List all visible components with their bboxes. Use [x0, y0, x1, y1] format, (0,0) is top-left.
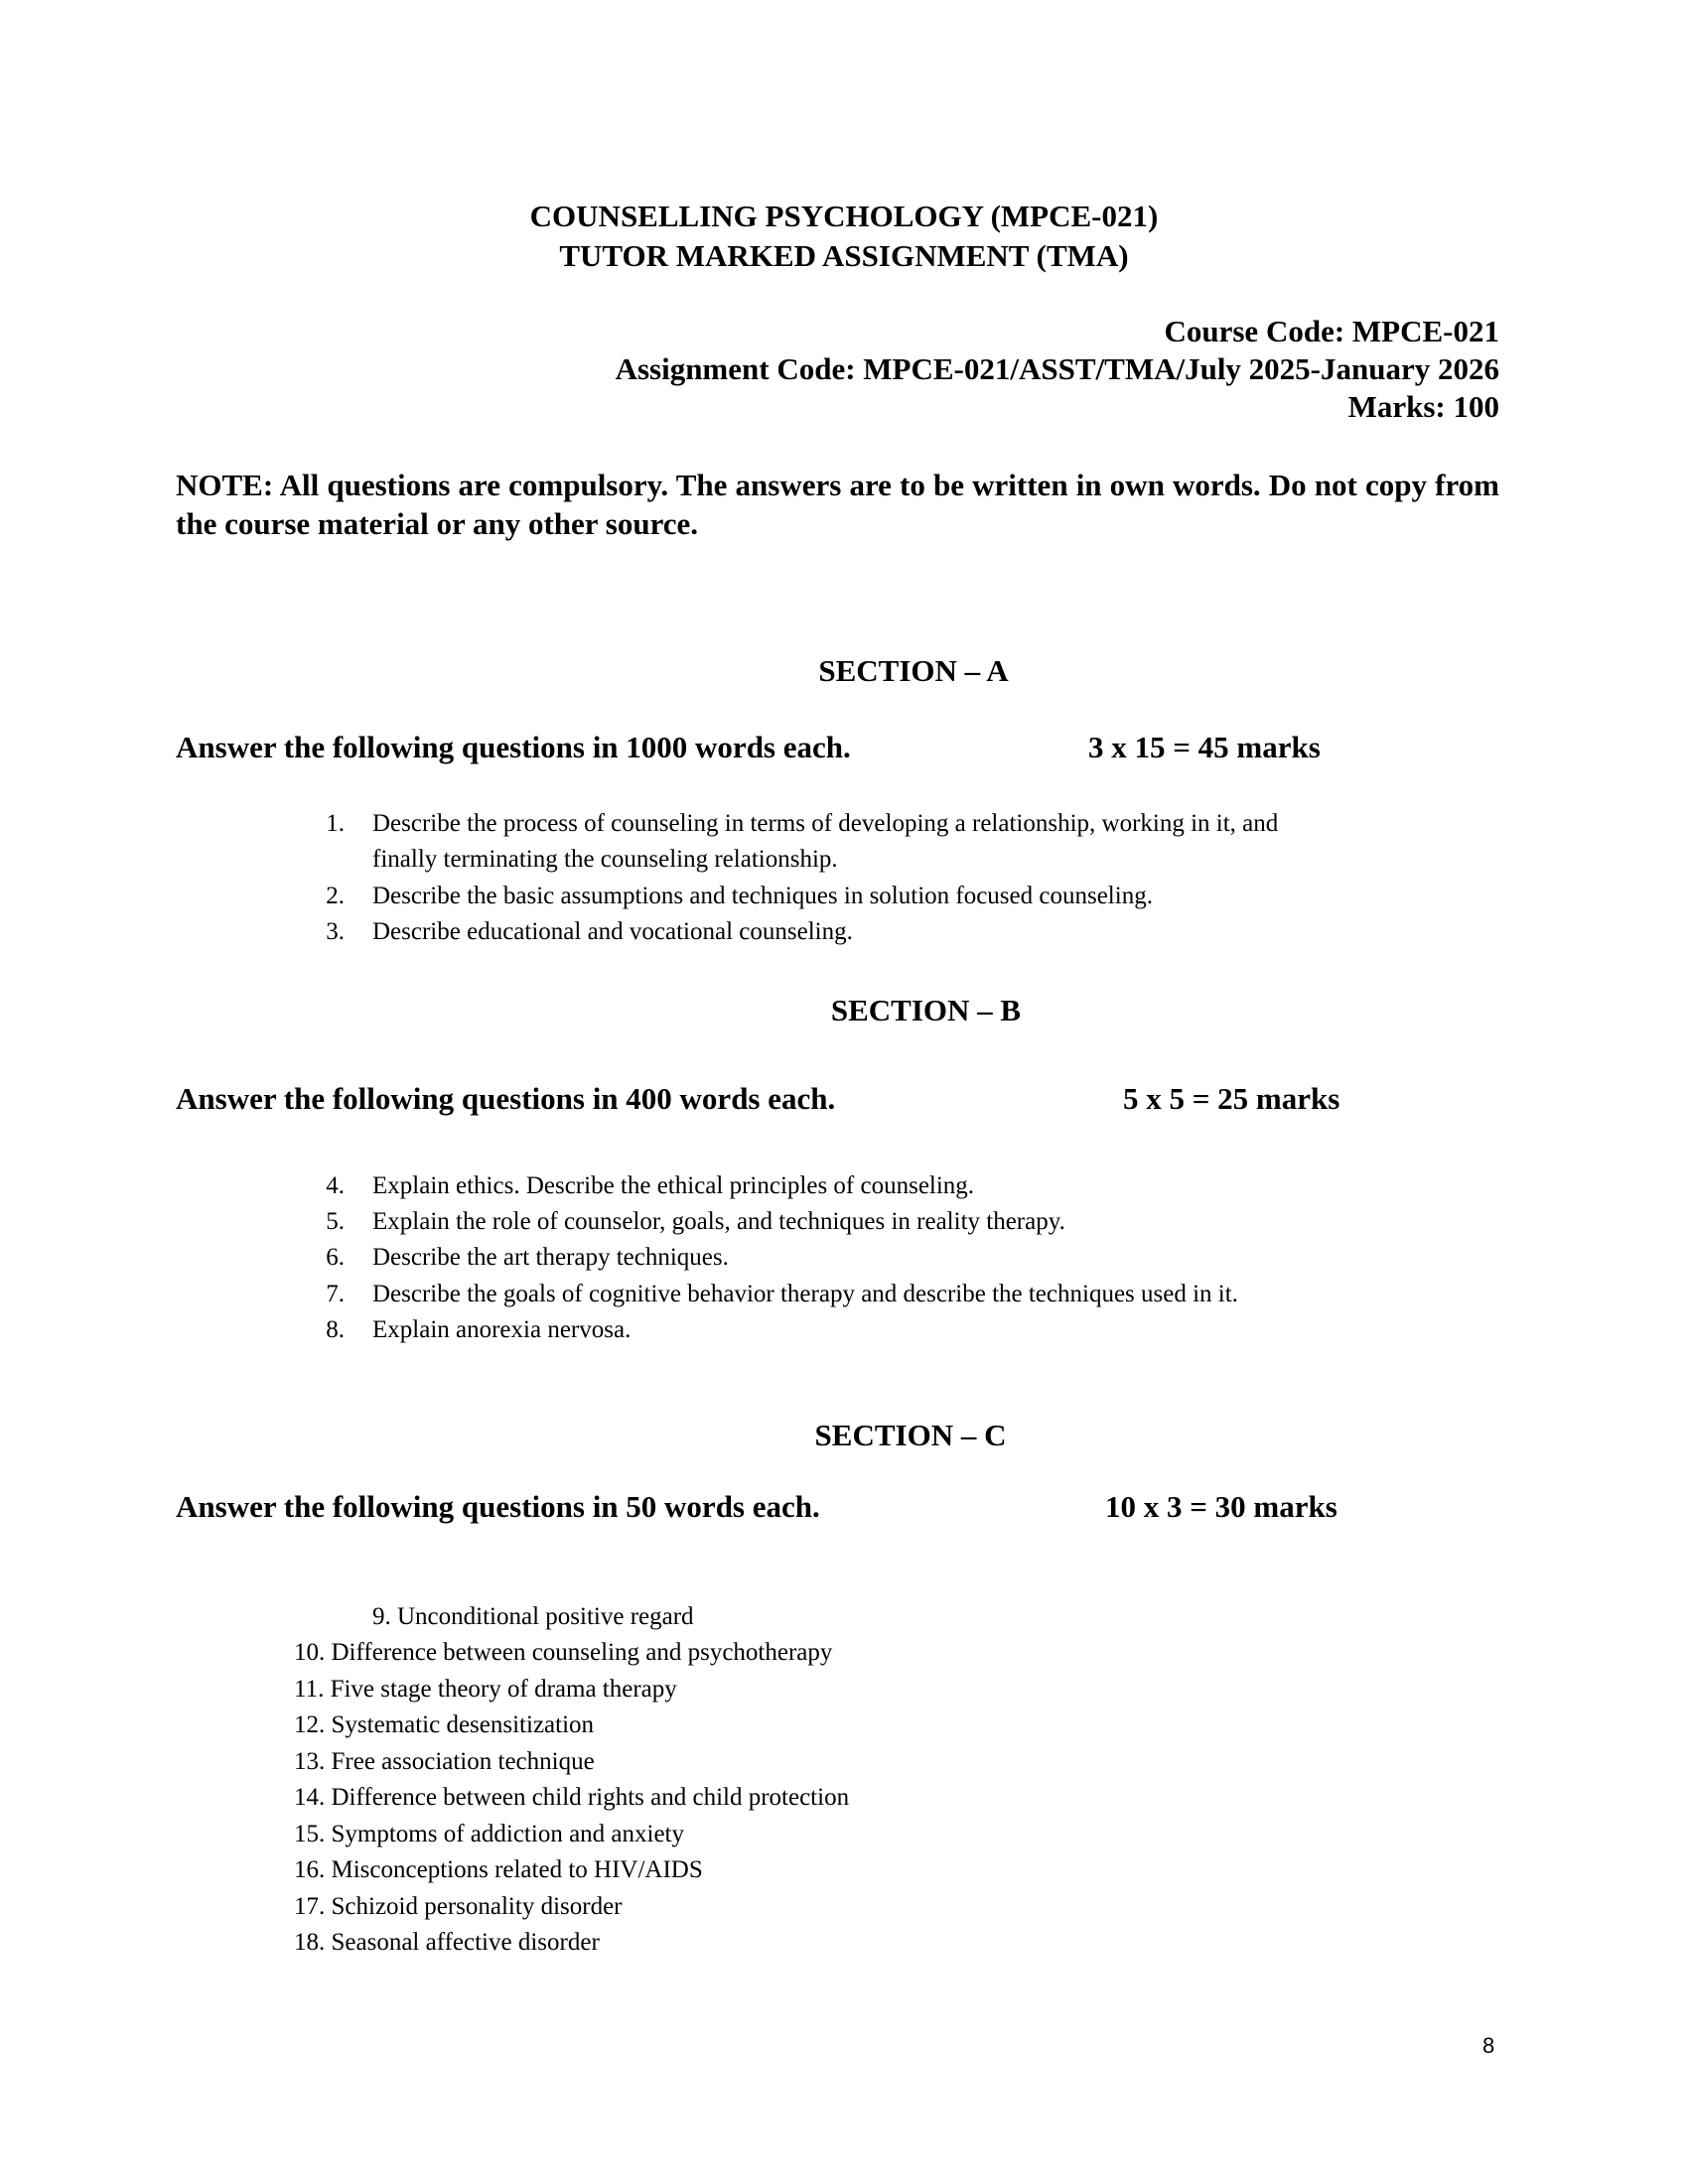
list-item: 12. Systematic desensitization — [294, 1711, 595, 1738]
question-text: Describe educational and vocational counseling. — [372, 918, 853, 945]
question-text: Explain anorexia nervosa. — [372, 1316, 632, 1343]
instructions-note: NOTE: All questions are compulsory. The answers are to be written in own words. Do not copy from the course material or any other source. — [176, 468, 1499, 541]
section-c-marks: 10 x 3 = 30 marks — [1105, 1489, 1337, 1524]
question-number: 3. — [326, 918, 345, 945]
question-text: finally terminating the counseling relationship. — [372, 846, 838, 873]
section-c-title: SECTION – C — [814, 1418, 1007, 1452]
course-code: Course Code: MPCE-021 — [1164, 314, 1499, 348]
question-text: Describe the process of counseling in terms of developing a relationship, working in it, and — [372, 810, 1279, 837]
list-item: 18. Seasonal affective disorder — [294, 1929, 600, 1956]
list-item: 14. Difference between child rights and child protection — [294, 1784, 850, 1811]
question-number: 1. — [326, 810, 345, 837]
section-a-title: SECTION – A — [818, 653, 1009, 688]
question-text: Describe the goals of cognitive behavior therapy and describe the techniques used in it. — [372, 1281, 1238, 1307]
page-number: 8 — [1482, 2033, 1495, 2058]
total-marks: Marks: 100 — [1347, 389, 1499, 424]
section-b-instruction: Answer the following questions in 400 words each. — [176, 1081, 836, 1116]
section-a-marks: 3 x 15 = 45 marks — [1088, 730, 1321, 764]
question-text: Explain ethics. Describe the ethical principles of counseling. — [372, 1172, 975, 1199]
list-item: 10. Difference between counseling and psychotherapy — [294, 1639, 833, 1666]
assignment-code: Assignment Code: MPCE-021/ASST/TMA/July 2025-January 2026 — [615, 351, 1499, 386]
question-text: Explain the role of counselor, goals, and techniques in reality therapy. — [372, 1208, 1065, 1235]
list-item: 13. Free association technique — [294, 1748, 595, 1775]
section-b-marks: 5 x 5 = 25 marks — [1123, 1081, 1340, 1116]
question-number: 7. — [326, 1281, 345, 1307]
question-number: 6. — [326, 1244, 345, 1271]
list-item: 16. Misconceptions related to HIV/AIDS — [294, 1856, 703, 1883]
list-item: 11. Five stage theory of drama therapy — [294, 1676, 677, 1703]
document-subtitle: TUTOR MARKED ASSIGNMENT (TMA) — [559, 238, 1129, 273]
question-number: 8. — [326, 1316, 345, 1343]
question-text: Describe the basic assumptions and techniques in solution focused counseling. — [372, 883, 1153, 909]
question-text: Describe the art therapy techniques. — [372, 1244, 729, 1271]
document-title: COUNSELLING PSYCHOLOGY (MPCE-021) — [529, 199, 1159, 233]
list-item: 9. Unconditional positive regard — [372, 1603, 694, 1630]
question-number: 5. — [326, 1208, 345, 1235]
question-number: 2. — [326, 883, 345, 909]
section-a-instruction: Answer the following questions in 1000 words each. — [176, 730, 851, 764]
section-b-title: SECTION – B — [830, 993, 1022, 1027]
question-number: 4. — [326, 1172, 345, 1199]
list-item: 15. Symptoms of addiction and anxiety — [294, 1821, 685, 1847]
section-c-instruction: Answer the following questions in 50 words each. — [176, 1489, 820, 1524]
list-item: 17. Schizoid personality disorder — [294, 1893, 623, 1920]
